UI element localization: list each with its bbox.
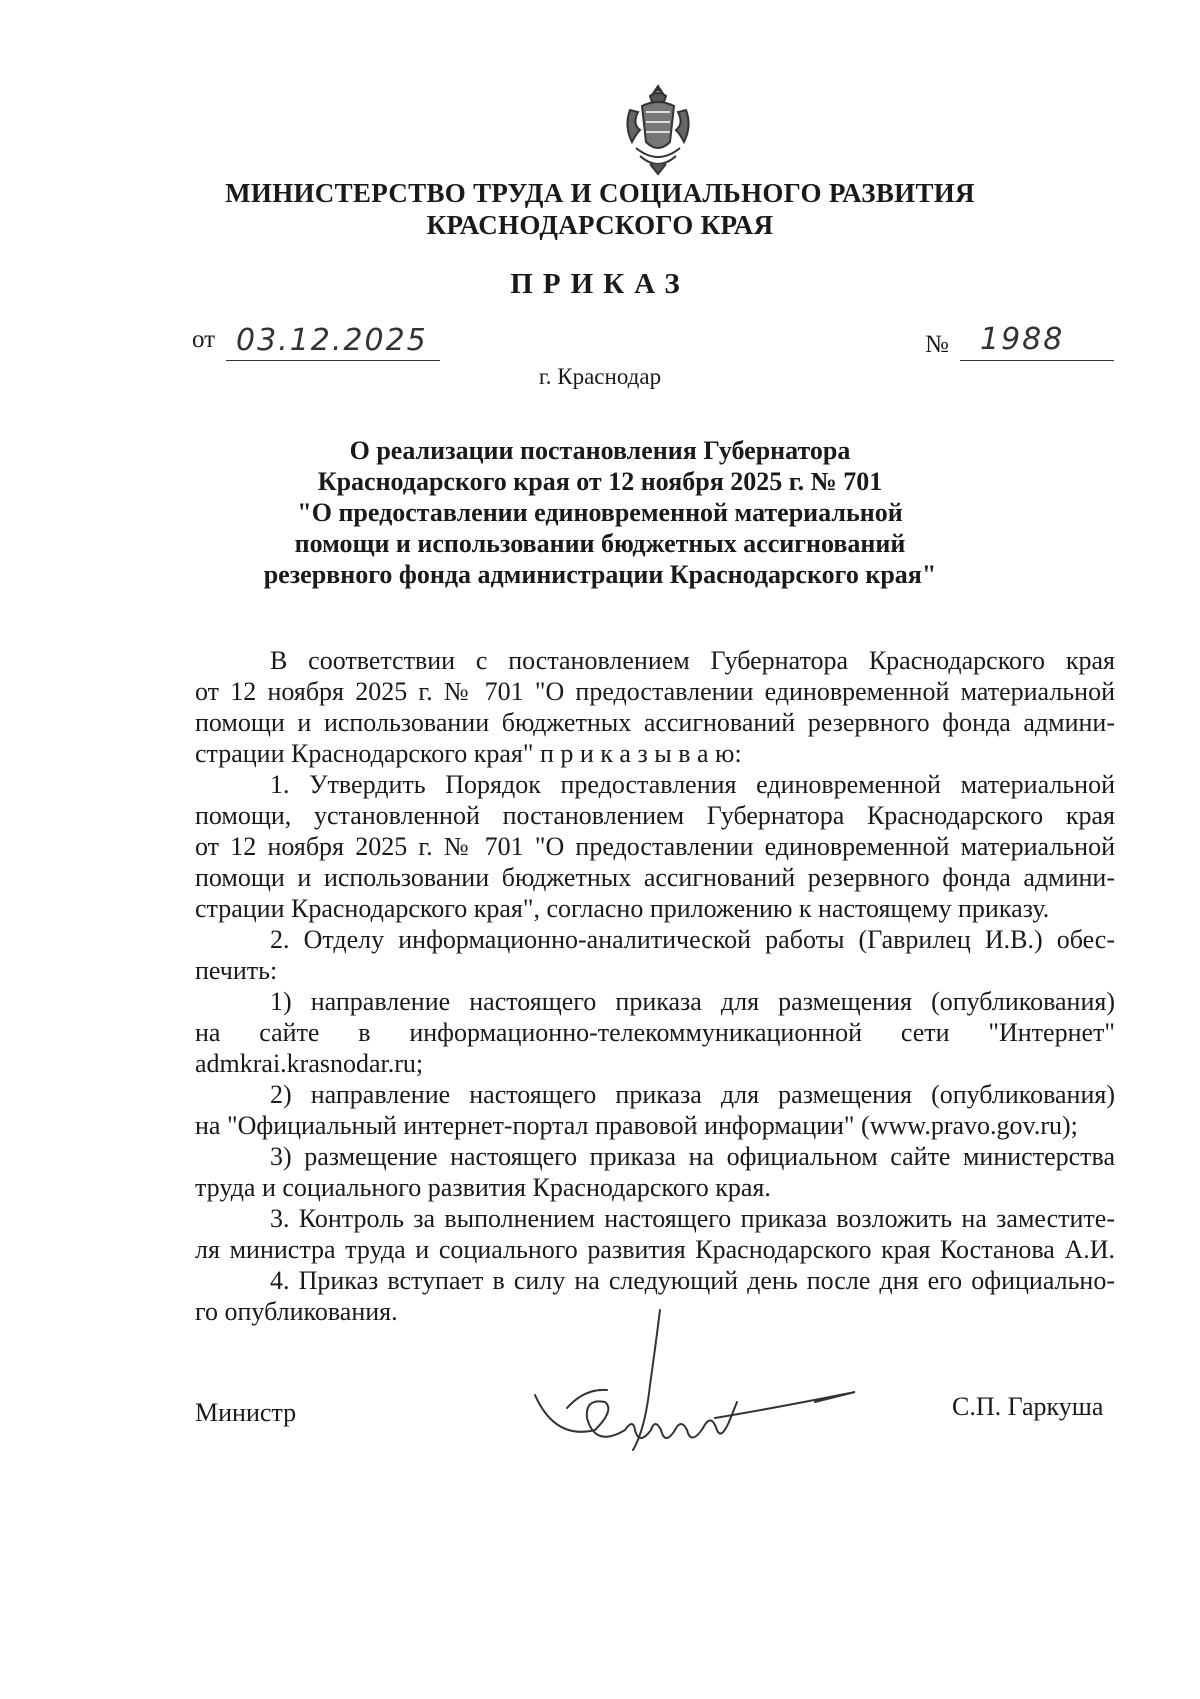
- body-line: го опубликования.: [195, 1297, 398, 1326]
- handwritten-signature: [515, 1290, 875, 1465]
- body-line: 4. Приказ вступает в силу на следующий день после дня его официально-: [270, 1266, 1115, 1295]
- city: г. Краснодар: [538, 364, 662, 389]
- title-line: "О предоставлении единовременной материальной: [297, 498, 903, 527]
- ministry-name-line-1: МИНИСТЕРСТВО ТРУДА И СОЦИАЛЬНОГО РАЗВИТИЯ: [225, 178, 975, 208]
- coat-of-arms-emblem: [620, 82, 696, 178]
- body-line: admkrai.krasnodar.ru;: [195, 1049, 424, 1078]
- title-line: помощи и использовании бюджетных ассигнований: [294, 529, 906, 558]
- title-line: резервного фонда администрации Краснодарского края": [263, 560, 937, 589]
- body-line: печить:: [195, 956, 278, 985]
- body-line: от 12 ноября 2025 г. № 701 "О предоставлении единовременной материальной: [195, 832, 1115, 861]
- body-line: 2. Отделу информационно-аналитической работы (Гаврилец И.В.) обес-: [270, 925, 1115, 954]
- body-line: помощи, установленной постановлением Губернатора Краснодарского края: [195, 801, 1115, 830]
- body-line: от 12 ноября 2025 г. № 701 "О предоставлении единовременной материальной: [195, 677, 1115, 706]
- body-line: 2) направление настоящего приказа для размещения (опубликования): [270, 1080, 1115, 1109]
- signer-name: С.П. Гаркуша: [952, 1392, 1104, 1421]
- number-underline: [960, 360, 1114, 361]
- date-prefix: от: [192, 326, 216, 353]
- body-line: 1) направление настоящего приказа для размещения (опубликования): [270, 987, 1115, 1016]
- body-line: страции Краснодарского края" п р и к а з ы в а ю:: [195, 739, 742, 768]
- body-line: помощи и использовании бюджетных ассигнований резервного фонда админи-: [195, 863, 1115, 892]
- body-line: 3) размещение настоящего приказа на официальном сайте министерства: [270, 1142, 1115, 1171]
- body-line: 1. Утвердить Порядок предоставления единовременной материальной: [270, 770, 1115, 799]
- date-underline: [226, 360, 440, 361]
- order-number: 1988: [980, 322, 1065, 357]
- number-label: №: [925, 331, 949, 358]
- body-line: помощи и использовании бюджетных ассигнований резервного фонда админи-: [195, 708, 1115, 737]
- body-line: страции Краснодарского края", согласно приложению к настоящему приказу.: [195, 894, 1050, 923]
- body-line: 3. Контроль за выполнением настоящего приказа возложить на заместите-: [270, 1204, 1115, 1233]
- body-line: на "Официальный интернет-портал правовой информации" (www.pravo.gov.ru);: [195, 1111, 1078, 1140]
- ministry-name-line-2: КРАСНОДАРСКОГО КРАЯ: [426, 210, 774, 240]
- title-line: Краснодарского края от 12 ноября 2025 г. № 701: [317, 467, 883, 496]
- title-line: О реализации постановления Губернатора: [349, 436, 851, 465]
- body-line: труда и социального развития Краснодарского края.: [195, 1173, 771, 1202]
- body-line: на сайте в информационно-телекоммуникационной сети "Интернет": [195, 1018, 1115, 1047]
- signer-title: Министр: [195, 1398, 297, 1427]
- body-line: В соответствии с постановлением Губернатора Краснодарского края: [270, 646, 1115, 675]
- order-date: 03.12.2025: [236, 323, 428, 358]
- body-line: ля министра труда и социального развития Краснодарского края Костанова А.И.: [195, 1235, 1115, 1264]
- document-type-title: ПРИКАЗ: [510, 268, 690, 300]
